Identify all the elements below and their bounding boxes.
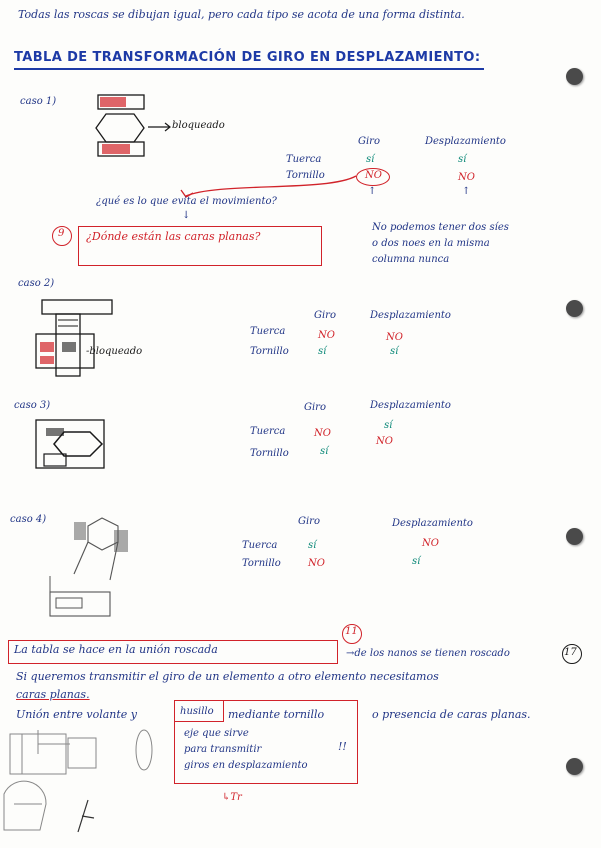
caso2-row-tornillo: Tornillo [250,346,289,357]
caso1-col-giro: Giro [358,136,380,147]
def-line2: para transmitir [184,744,262,755]
caso1-tornillo-giro: NO [365,170,382,181]
caso4-row-tornillo: Tornillo [242,558,281,569]
tr-label: ↳Tr [222,792,242,803]
caso4-tuerca-desp: NO [422,538,439,549]
caso1-note-line3: columna nunca [372,254,450,265]
caso1-col-desp: Desplazamiento [425,136,506,147]
caso1-question1: ¿qué es lo que evita el movimiento? [96,196,277,207]
caso2-bloqueado: -bloqueado [86,346,143,357]
caso2-col-giro: Giro [314,310,336,321]
page-title: TABLA DE TRANSFORMACIÓN DE GIRO EN DESPLAZAMIENTO: [14,50,481,65]
husillo-box [174,700,224,722]
bottom-num17: 17 [564,647,577,658]
bottom-line1b: →de los nanos se tienen roscado [346,648,510,659]
caso1-label: caso 1) [20,96,57,107]
caso3-tornillo-giro: sí [320,446,329,457]
caso2-tornillo-giro: sí [318,346,327,357]
punch-hole [566,300,583,317]
caso1-sketch [86,92,156,162]
bottom-line3: caras planas. [16,688,90,701]
title-underline [14,68,484,70]
caso2-tornillo-desp: sí [390,346,399,357]
caso4-tuerca-giro: sí [308,540,317,551]
caso2-label: caso 2) [18,278,55,289]
caso1-tuerca-desp: sí [458,154,467,165]
caso1-bloqueado: bloqueado [172,120,225,131]
def-line1: eje que sirve [184,728,249,739]
caso3-row-tuerca: Tuerca [250,426,286,437]
bottom-sketch [2,726,162,836]
caso1-note-line1: No podemos tener dos síes [372,222,509,233]
bottom-line2: Si queremos transmitir el giro de un elemento a otro elemento necesitamos [16,670,439,683]
caso1-row-tuerca: Tuerca [286,154,322,165]
bottom-num11: 11 [345,626,358,637]
caso4-row-tuerca: Tuerca [242,540,278,551]
caso1-note-line2: o dos noes en la misma [372,238,490,249]
caso2-tuerca-giro: NO [318,330,335,341]
caso1-tornillo-desp: NO [458,172,475,183]
arrow-icon [148,122,172,132]
caso2-col-desp: Desplazamiento [370,310,451,321]
caso3-tuerca-giro: NO [314,428,331,439]
caso2-tuerca-desp: NO [386,332,403,343]
caso3-row-tornillo: Tornillo [250,448,289,459]
down-arrow-icon: ↓ [182,210,191,221]
caso4-col-giro: Giro [298,516,320,527]
caso4-label: caso 4) [10,514,47,525]
bottom-line1: La tabla se hace en la unión roscada [14,643,218,656]
up-arrow-1: ↑ [368,186,377,197]
caso3-tuerca-desp: sí [384,420,393,431]
caso1-question2: ¿Dónde están las caras planas? [86,230,261,243]
caso1-number: 9 [58,228,65,239]
def-exclaim: !! [338,740,347,753]
bottom-line4b: mediante tornillo [228,708,325,721]
punch-hole [566,528,583,545]
caso4-tornillo-giro: NO [308,558,325,569]
caso3-tornillo-desp: NO [376,436,393,447]
punch-hole [566,758,583,775]
caso3-col-giro: Giro [304,402,326,413]
caso4-tornillo-desp: sí [412,556,421,567]
up-arrow-2: ↑ [462,186,471,197]
punch-hole [566,68,583,85]
bottom-husillo: husillo [180,706,214,717]
caso4-sketch [44,512,144,622]
caso3-sketch [34,414,110,474]
caso3-col-desp: Desplazamiento [370,400,451,411]
caso3-label: caso 3) [14,400,51,411]
bottom-line4c: o presencia de caras planas. [372,708,531,721]
caso1-row-tornillo: Tornillo [286,170,325,181]
caso2-row-tuerca: Tuerca [250,326,286,337]
def-line3: giros en desplazamiento [184,760,308,771]
intro-text: Todas las roscas se dibujan igual, pero cada tipo se acota de una forma distinta. [18,8,465,21]
bottom-line4a: Unión entre volante y [16,708,137,721]
caso4-col-desp: Desplazamiento [392,518,473,529]
caso2-sketch [28,298,118,378]
caso1-tuerca-giro: sí [366,154,375,165]
